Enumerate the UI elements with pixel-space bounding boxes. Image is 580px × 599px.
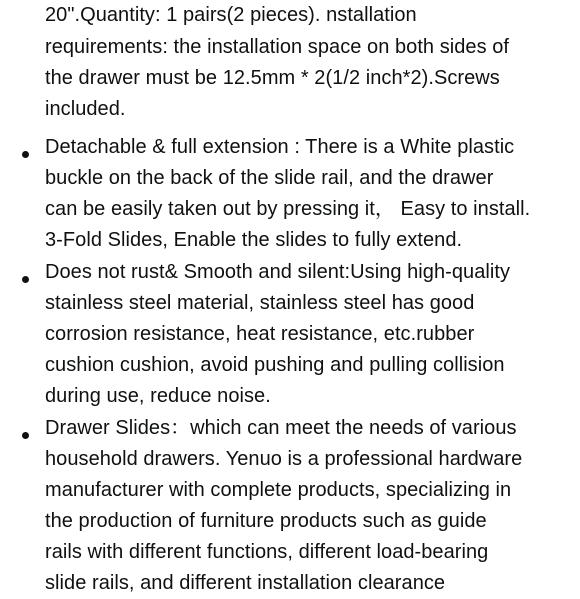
bullet-2-line: stainless steel material, stainless steel has good <box>45 292 475 314</box>
bullet-2-line: during use, reduce noise. <box>45 385 271 407</box>
bullet-dot <box>22 276 29 283</box>
intro-line: the drawer must be 12.5mm * 2(1/2 inch*2).Screws <box>45 67 500 89</box>
bullet-3-line: Drawer Slides：which can meet the needs of various <box>45 417 517 439</box>
bullet-3-line: manufacturer with complete products, specializing in <box>45 479 512 501</box>
bullet-dot <box>22 151 29 158</box>
intro-line: 20".Quantity: 1 pairs(2 pieces). nstallation <box>45 4 417 26</box>
intro-line: requirements: the installation space on both sides of <box>45 36 510 58</box>
bullet-1-line: can be easily taken out by pressing it， Easy to install. <box>45 198 531 220</box>
bullet-dot <box>22 432 29 439</box>
bullet-2-line: corrosion resistance, heat resistance, etc.rubber <box>45 323 475 345</box>
bullet-1-line: 3-Fold Slides, Enable the slides to fully extend. <box>45 229 463 251</box>
bullet-3-line: the production of furniture products such as guide <box>45 510 487 532</box>
bullet-1-line: Detachable & full extension : There is a White plastic <box>45 136 515 158</box>
bullet-3-line: household drawers. Yenuo is a professional hardware <box>45 448 523 470</box>
bullet-2-line: Does not rust& Smooth and silent:Using high-quality <box>45 261 511 283</box>
bullet-1-line: buckle on the back of the slide rail, and the drawer <box>45 167 494 189</box>
bullet-2-line: cushion cushion, avoid pushing and pulling collision <box>45 354 505 376</box>
bullet-3-line: rails with different functions, different load-bearing <box>45 541 489 563</box>
intro-line: included. <box>45 98 126 120</box>
bullet-3-line: slide rails, and different installation clearance <box>45 572 446 594</box>
